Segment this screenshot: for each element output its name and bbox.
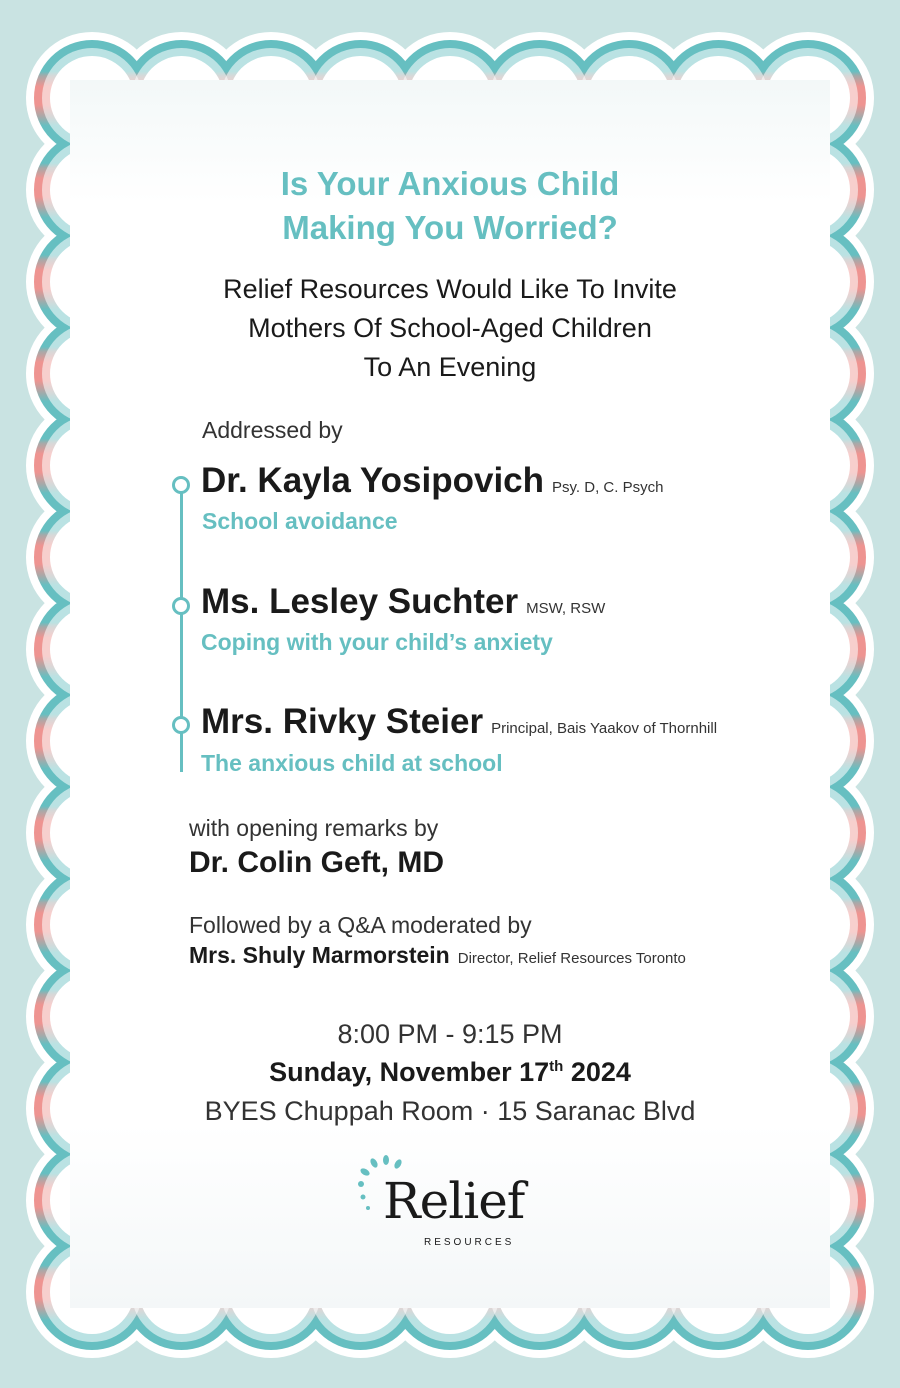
speaker-2 (201, 582, 605, 622)
headline-line-2: Making You Worried? (282, 209, 618, 246)
event-time: 8:00 PM - 9:15 PM (337, 1019, 563, 1049)
qa-moderator-title: Director, Relief Resources Toronto (457, 950, 686, 967)
timeline-dot-3 (172, 716, 190, 734)
speaker-1 (201, 461, 663, 501)
invitation-line-3: To An Evening (363, 352, 537, 382)
logo-wordmark: Relief (383, 1172, 525, 1230)
invitation-line-2: Mothers Of School-Aged Children (248, 313, 652, 343)
speaker-2-name: Ms. Lesley Suchter (201, 582, 519, 621)
qa-label: Followed by a Q&A moderated by (189, 912, 532, 938)
speaker-1-name: Dr. Kayla Yosipovich (201, 461, 545, 500)
event-venue: BYES Chuppah Room · 15 Saranac Blvd (204, 1096, 696, 1126)
qa-moderator-name: Mrs. Shuly Marmorstein (189, 942, 450, 968)
event-date-prefix: Sunday, November 17 (269, 1057, 550, 1087)
logo-subtitle: RESOURCES (424, 1237, 515, 1248)
speaker-3-topic: The anxious child at school (201, 750, 503, 776)
event-date-ordinal: th (549, 1058, 564, 1075)
timeline-dot-1 (172, 476, 190, 494)
speaker-1-credentials: Psy. D, C. Psych (552, 479, 664, 496)
speaker-3-name: Mrs. Rivky Steier (201, 702, 484, 741)
opening-remarks-label: with opening remarks by (189, 815, 439, 841)
timeline-dot-2 (172, 597, 190, 615)
invitation-line-1: Relief Resources Would Like To Invite (223, 274, 677, 304)
opening-speaker-name: Dr. Colin Geft, MD (189, 846, 444, 879)
headline-line-1: Is Your Anxious Child (280, 165, 620, 202)
speaker-3 (201, 702, 717, 742)
speaker-3-credentials: Principal, Bais Yaakov of Thornhill (491, 720, 718, 737)
qa-moderator (189, 942, 686, 969)
event-date-year: 2024 (563, 1057, 631, 1087)
speaker-2-topic: Coping with your child’s anxiety (201, 629, 553, 655)
event-date (0, 1057, 900, 1088)
speaker-2-credentials: MSW, RSW (526, 600, 606, 617)
speaker-1-topic: School avoidance (202, 508, 398, 534)
addressed-by-label: Addressed by (202, 417, 343, 443)
